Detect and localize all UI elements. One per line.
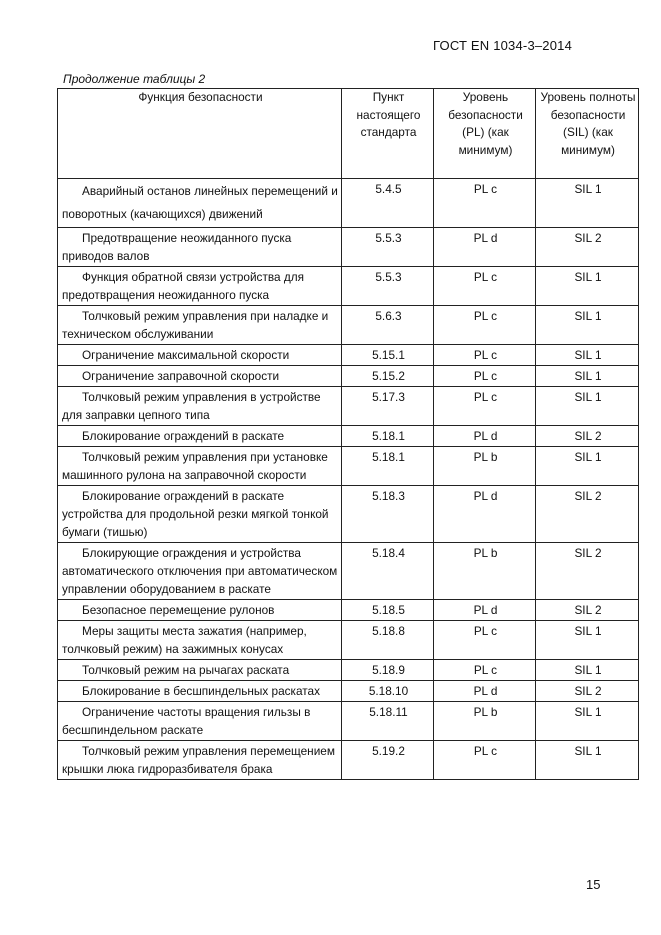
cell-sil: SIL 1 (536, 267, 639, 306)
table-row (58, 366, 639, 387)
table-caption: Продолжение таблицы 2 (63, 72, 206, 86)
table-row (58, 681, 639, 702)
table-row (58, 306, 639, 345)
table-row (58, 387, 639, 426)
cell-clause: 5.18.10 (342, 681, 434, 702)
table-row (58, 228, 639, 267)
cell-pl: PL d (434, 486, 536, 543)
cell-pl: PL d (434, 228, 536, 267)
cell-pl: PL c (434, 741, 536, 780)
cell-sil: SIL 2 (536, 681, 639, 702)
cell-pl: PL d (434, 681, 536, 702)
cell-sil: SIL 1 (536, 702, 639, 741)
table-row (58, 179, 639, 228)
table-row (58, 447, 639, 486)
cell-sil: SIL 2 (536, 426, 639, 447)
cell-clause: 5.17.3 (342, 387, 434, 426)
cell-clause: 5.19.2 (342, 741, 434, 780)
cell-sil: SIL 2 (536, 228, 639, 267)
cell-function: Блокирование ограждений в раскате устройства для продольной резки мягкой тонкой бумаги (тишью) (58, 486, 342, 543)
cell-pl: PL c (434, 366, 536, 387)
table-header-row (58, 89, 639, 179)
cell-sil: SIL 1 (536, 660, 639, 681)
cell-sil: SIL 1 (536, 345, 639, 366)
cell-pl: PL d (434, 426, 536, 447)
page-number: 15 (586, 877, 601, 892)
cell-function: Толчковый режим управления при установке машинного рулона на заправочной скорости (58, 447, 342, 486)
cell-sil: SIL 2 (536, 543, 639, 600)
cell-pl: PL c (434, 345, 536, 366)
table-row (58, 702, 639, 741)
cell-clause: 5.15.2 (342, 366, 434, 387)
cell-function: Блокирующие ограждения и устройства автоматического отключения при автоматическом управлении оборудованием в раскате (58, 543, 342, 600)
cell-pl: PL c (434, 387, 536, 426)
cell-clause: 5.18.4 (342, 543, 434, 600)
cell-sil: SIL 1 (536, 447, 639, 486)
cell-pl: PL c (434, 267, 536, 306)
table-row (58, 345, 639, 366)
header-pl: Уровень безопасности (PL) (как минимум) (434, 89, 536, 179)
cell-pl: PL c (434, 179, 536, 228)
table-row (58, 426, 639, 447)
cell-function: Ограничение максимальной скорости (58, 345, 342, 366)
cell-clause: 5.18.8 (342, 621, 434, 660)
cell-clause: 5.18.5 (342, 600, 434, 621)
cell-clause: 5.5.3 (342, 228, 434, 267)
cell-sil: SIL 1 (536, 621, 639, 660)
cell-pl: PL c (434, 306, 536, 345)
safety-functions-table (57, 88, 639, 780)
cell-function: Толчковый режим управления перемещением крышки люка гидроразбивателя брака (58, 741, 342, 780)
cell-clause: 5.15.1 (342, 345, 434, 366)
table-row (58, 621, 639, 660)
cell-sil: SIL 1 (536, 179, 639, 228)
table-row (58, 660, 639, 681)
cell-function: Предотвращение неожиданного пуска приводов валов (58, 228, 342, 267)
cell-pl: PL b (434, 702, 536, 741)
table-row (58, 600, 639, 621)
cell-function: Ограничение частоты вращения гильзы в бесшпиндельном раскате (58, 702, 342, 741)
cell-sil: SIL 1 (536, 306, 639, 345)
table-row (58, 267, 639, 306)
cell-clause: 5.18.9 (342, 660, 434, 681)
cell-function: Толчковый режим управления в устройстве для заправки цепного типа (58, 387, 342, 426)
cell-pl: PL c (434, 621, 536, 660)
table-row (58, 741, 639, 780)
cell-function: Функция обратной связи устройства для предотвращения неожиданного пуска (58, 267, 342, 306)
cell-clause: 5.5.3 (342, 267, 434, 306)
header-clause: Пункт настоящего стандарта (342, 89, 434, 179)
cell-function: Толчковый режим управления при наладке и техническом обслуживании (58, 306, 342, 345)
cell-sil: SIL 1 (536, 387, 639, 426)
cell-function: Безопасное перемещение рулонов (58, 600, 342, 621)
cell-sil: SIL 1 (536, 741, 639, 780)
table-row (58, 543, 639, 600)
cell-function: Блокирование ограждений в раскате (58, 426, 342, 447)
cell-function: Аварийный останов линейных перемещений и поворотных (качающихся) движений (58, 179, 342, 228)
cell-function: Блокирование в бесшпиндельных раскатах (58, 681, 342, 702)
header-safety-function: Функция безопасности (58, 89, 342, 179)
cell-clause: 5.6.3 (342, 306, 434, 345)
cell-sil: SIL 2 (536, 600, 639, 621)
cell-clause: 5.18.1 (342, 426, 434, 447)
cell-pl: PL b (434, 543, 536, 600)
cell-function: Ограничение заправочной скорости (58, 366, 342, 387)
table-row (58, 486, 639, 543)
cell-pl: PL c (434, 660, 536, 681)
cell-function: Толчковый режим на рычагах раската (58, 660, 342, 681)
cell-clause: 5.18.1 (342, 447, 434, 486)
cell-function: Меры защиты места зажатия (например, толчковый режим) на зажимных конусах (58, 621, 342, 660)
cell-sil: SIL 2 (536, 486, 639, 543)
header-sil: Уровень полноты безопасности (SIL) (как минимум) (536, 89, 639, 179)
cell-clause: 5.18.3 (342, 486, 434, 543)
cell-clause: 5.18.11 (342, 702, 434, 741)
cell-pl: PL d (434, 600, 536, 621)
cell-sil: SIL 1 (536, 366, 639, 387)
cell-pl: PL b (434, 447, 536, 486)
cell-clause: 5.4.5 (342, 179, 434, 228)
document-code: ГОСТ EN 1034-3–2014 (433, 38, 573, 53)
